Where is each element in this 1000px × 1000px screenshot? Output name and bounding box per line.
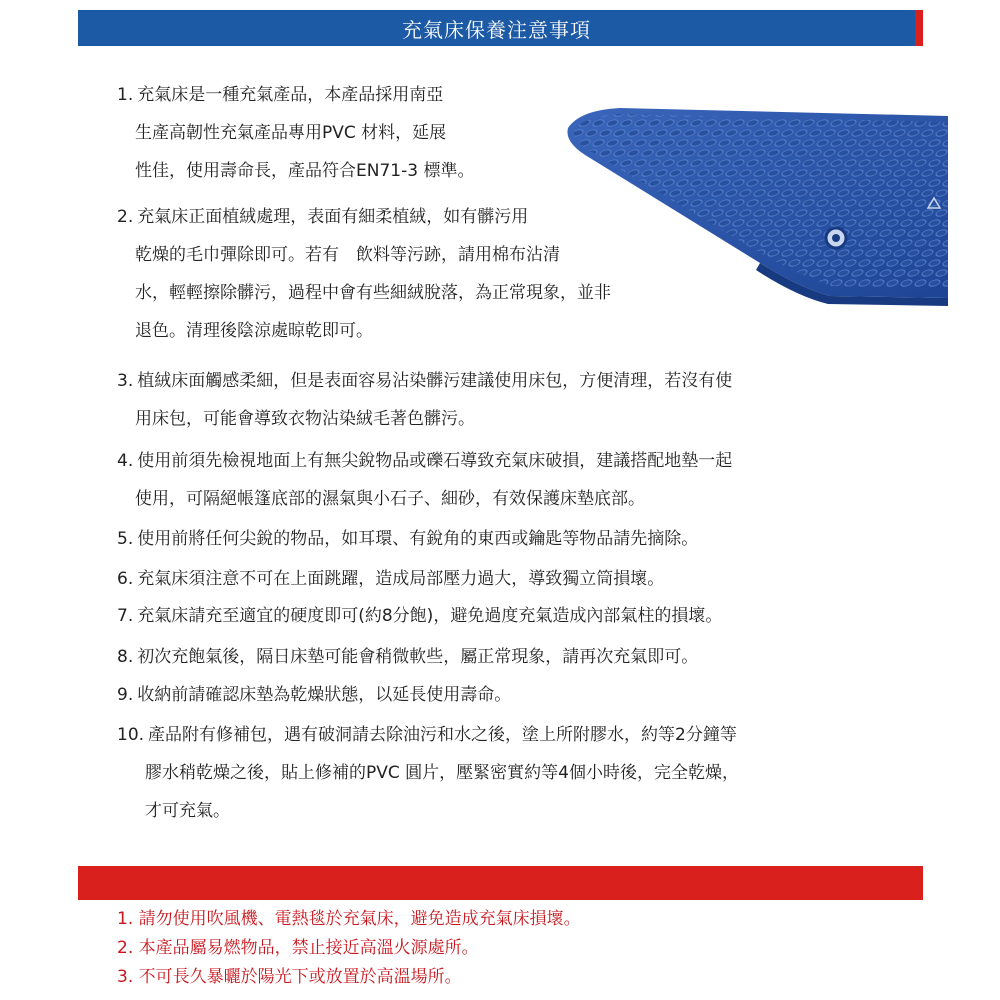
list-item: 10. 產品附有修補包，遇有破洞請去除油污和水之後，塗上所附膠水，約等2分鐘等 膠水稍乾燥之後，貼上修補的PVC 圓片，壓緊密實約等4個小時後，完全乾燥， 才可充氣。 xyxy=(117,725,739,821)
page-title: 充氣床保養注意事項 xyxy=(402,17,591,42)
warning-banner xyxy=(78,866,923,900)
list-item: 2. 充氣床正面植絨處理，表面有細柔植絨，如有髒污用 乾燥的毛巾彈除即可。若有 飲料等污跡，請用棉布沾清 水，輕輕擦除髒污，過程中會有些細絨脫落，為正常現象，並非 退色。清理後陰涼處晾乾即可。 xyxy=(117,207,611,341)
list-item: 7. 充氣床請充至適宜的硬度即可(約8分飽)，避免過度充氣造成內部氣柱的損壞。 xyxy=(117,606,723,626)
list-item: 3. 植絨床面觸感柔細，但是表面容易沾染髒污建議使用床包，方便清理，若沒有使 用床包，可能會導致衣物沾染絨毛著色髒污。 xyxy=(117,371,733,429)
header-banner xyxy=(78,10,923,46)
air-mattress-icon xyxy=(560,88,948,310)
warning-item: 2. 本產品屬易燃物品，禁止接近高溫火源處所。 xyxy=(117,938,479,958)
list-item: 8. 初次充飽氣後，隔日床墊可能會稍微軟些，屬正常現象，請再次充氣即可。 xyxy=(117,647,699,667)
list-item: 4. 使用前須先檢視地面上有無尖銳物品或礫石導致充氣床破損，建議搭配地墊一起 使用，可隔絕帳篷底部的濕氣與小石子、細砂，有效保護床墊底部。 xyxy=(117,451,733,509)
warning-item: 3. 不可長久暴曬於陽光下或放置於高溫場所。 xyxy=(117,967,462,987)
warning-item: 1. 請勿使用吹風機、電熱毯於充氣床，避免造成充氣床損壞。 xyxy=(117,909,581,929)
list-item: 6. 充氣床須注意不可在上面跳躍，造成局部壓力過大，導致獨立筒損壞。 xyxy=(117,569,665,589)
list-item: 9. 收納前請確認床墊為乾燥狀態，以延長使用壽命。 xyxy=(117,685,512,705)
list-item: 5. 使用前將任何尖銳的物品，如耳環、有銳角的東西或鑰匙等物品請先摘除。 xyxy=(117,529,699,549)
list-item: 1. 充氣床是一種充氣產品，本產品採用南亞 生產高韌性充氣產品專用PVC 材料，延展 性佳，使用壽命長，產品符合EN71-3 標準。 xyxy=(117,85,475,181)
